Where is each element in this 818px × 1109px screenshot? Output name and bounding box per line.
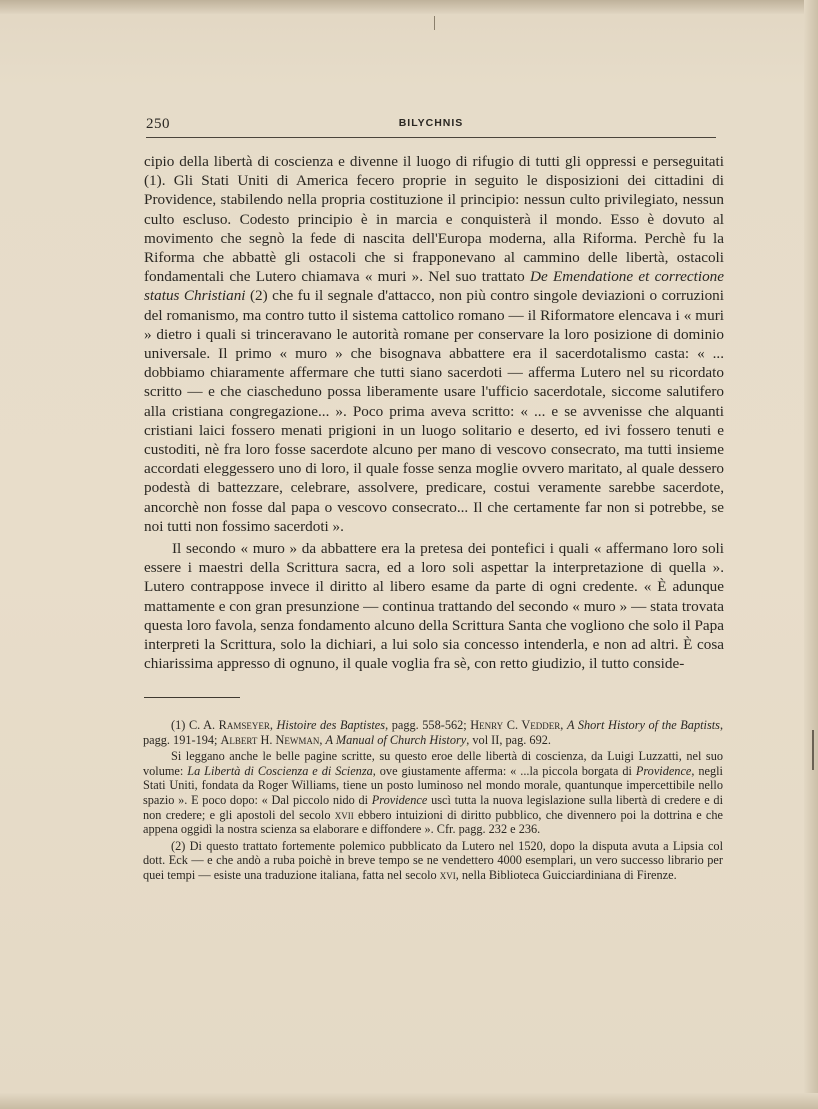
century-numeral: xvi [439, 867, 456, 882]
footnote-2 [143, 839, 723, 883]
footnote-separator [144, 697, 240, 698]
pencil-mark [434, 16, 445, 30]
text-run: (2) Di questo trattato fortemente polemico pubblicato da Lutero nel 1520, dopo la disputa avuta a Lipsia col dott. Eck — e che andò a ruba poichè in breve tempo se ne vendettero 4000 esemplari, un vero successo librario per quei tempi — esiste una traduzione italiana, fatta nel secolo [143, 838, 723, 882]
paragraph: Il secondo « muro » da abbattere era la pretesa dei pontefici i quali « affermano loro soli essere i maestri della Scrittura sacra, ed a loro soli aspettar la interpretazione di quella ». Lutero contrappose invece il diritto al libero esame da parte di ogni credente. « È adunque mattamente e con gran presunzione — continua trattando del secondo « muro » — stata trovata questa loro favola, senza fondamento alcuno della Scrittura Santa che vogliono che solo il Papa interpreti la Scrittura, solo la dichiari, a lui solo sia concesso intenderla, e non ad altri. È cosa chiarissima appresso di ognuno, il quale voglia fra sè, con retto giudizio, il tutto conside- [144, 540, 724, 673]
running-head [146, 116, 716, 136]
footnotes [143, 718, 723, 883]
author: Albert H. Newman [220, 732, 320, 747]
text-run: (2) che fu il segnale d'attacco, non più contro singole deviazioni o corruzioni del romanismo, ma contro tutto il sistema cattolico romano — il Riformatore elencava i « muri » dietro i quali si trinceravano le autorità romane per conservare la loro posizione di dominio universale. Il primo « muro » che bisognava abbattere era il sacerdotalismo casta: « ... dobbiamo chiaramente affermare che tutti siano sacerdoti — afferma Lutero nel su ricordato scritto — e che ciascheduno possa liberamente usare l'ufficio sacerdotale, siccome salutifero alla cristiana congregazione... ». Poco prima aveva scritto: « ... e se avvenisse che alquanti cristiani laici fossero menati prigioni in un luogo solitario e deserto, ed ivi fossero tenuti e custoditi, nè fra loro fosse sacerdote alcuno per mano di vescovo consecrato, ma tutti insieme accordati eleggessero uno di loro, il quale fosse senza moglie ovvero maritato, al quale dessero podestà di battezzare, celebrare, assolvere, predicare, costui veramente sarebbe sacerdote, ancorchè non fosse dal papa o vescovo consecrato... Il che certamente far non si potrebbe, se noi tutti non fossimo sacerdoti ». [144, 287, 724, 535]
journal-title: BILYCHNIS [398, 117, 464, 129]
text-run: , pagg. 191-194; [143, 718, 724, 747]
text-run: ebbero intuizioni di diritto pubblico, che divennero poi la dottrina e che appena oggidì la nostra scienza sa elaborare e diffondere ». Cfr. pagg. 232 e 236. [143, 807, 723, 837]
book-title: A Short History of the Baptists [566, 718, 720, 732]
text-run: , negli Stati Uniti, fondata da Roger Williams, tiene un posto luminoso nel mondo morale, quantunque impercettibile nello spazio ». E poco dopo: « Dal piccolo nido di [143, 763, 723, 807]
text-run: uscì tutta la nuova legislazione sulla libertà di credere e di non credere; e gli apostoli del secolo [143, 792, 723, 822]
text-run: Si leggano anche le belle pagine scritte, su questo eroe delle libertà di coscienza, da Luigi Luzzatti, nel suo volume: [143, 749, 723, 778]
margin-mark [812, 730, 814, 770]
page-number: 250 [146, 116, 170, 132]
author: Henry C. Vedder [470, 718, 561, 732]
place-name: Providence [635, 763, 692, 778]
book-title: Histoire des Baptistes [276, 718, 386, 732]
text-run: , ove giustamente afferma: « ...la piccola borgata di [372, 763, 636, 778]
place-name: Providence [371, 792, 428, 807]
paragraph [144, 152, 724, 536]
footnote-marker: (1) [171, 718, 189, 732]
text-run: , nella Biblioteca Guicciardiniana di Firenze. [455, 867, 677, 882]
header-rule [146, 137, 716, 138]
page-right-edge [804, 0, 818, 1109]
book-title: La Libertà di Coscienza e di Scienza [187, 763, 373, 778]
text-run: , pagg. 558-562; [385, 718, 471, 732]
author: C. A. Ramseyer [188, 718, 270, 732]
century-numeral: xvii [334, 807, 354, 822]
text-run: cipio della libertà di coscienza e divenne il luogo di rifugio di tutti gli oppressi e perseguitati (1). Gli Stati Uniti di America fecero proprie in seguito le disposizioni dei cittadini di Providence, stabilendo nella propria costituzione il principio: nessun culto privilegiato, nessun culto escluso. Codesto principio è in marcia e conquisterà il mondo. Esso è dovuto al movimento che segnò la fede di nascita dell'Europa moderna, alla Riforma. Perchè fu la Riforma che abbattè gli ostacoli che si frapponevano al cammino delle libertà, ostacoli fondamentali che Lutero chiamava « muri ». Nel suo trattato [144, 153, 724, 286]
main-text [144, 152, 724, 673]
page-bottom-edge [0, 1093, 818, 1109]
treatise-title: De Emendatione et correctione status Christiani [144, 268, 725, 305]
text-run: , vol II, pag. 692. [466, 732, 551, 747]
page-top-edge [0, 0, 818, 14]
footnote-1-continued [143, 749, 723, 837]
book-title: A Manual of Church History [325, 732, 467, 747]
footnote-1: (1) C. A. Ramseyer, Histoire des Baptistes, pagg. 558-562; Henry C. Vedder, A Short History of the Baptists, pagg. 191-194; Albert H. Newman, A Manual of Church History, vol II, pag. 692. [143, 718, 724, 747]
